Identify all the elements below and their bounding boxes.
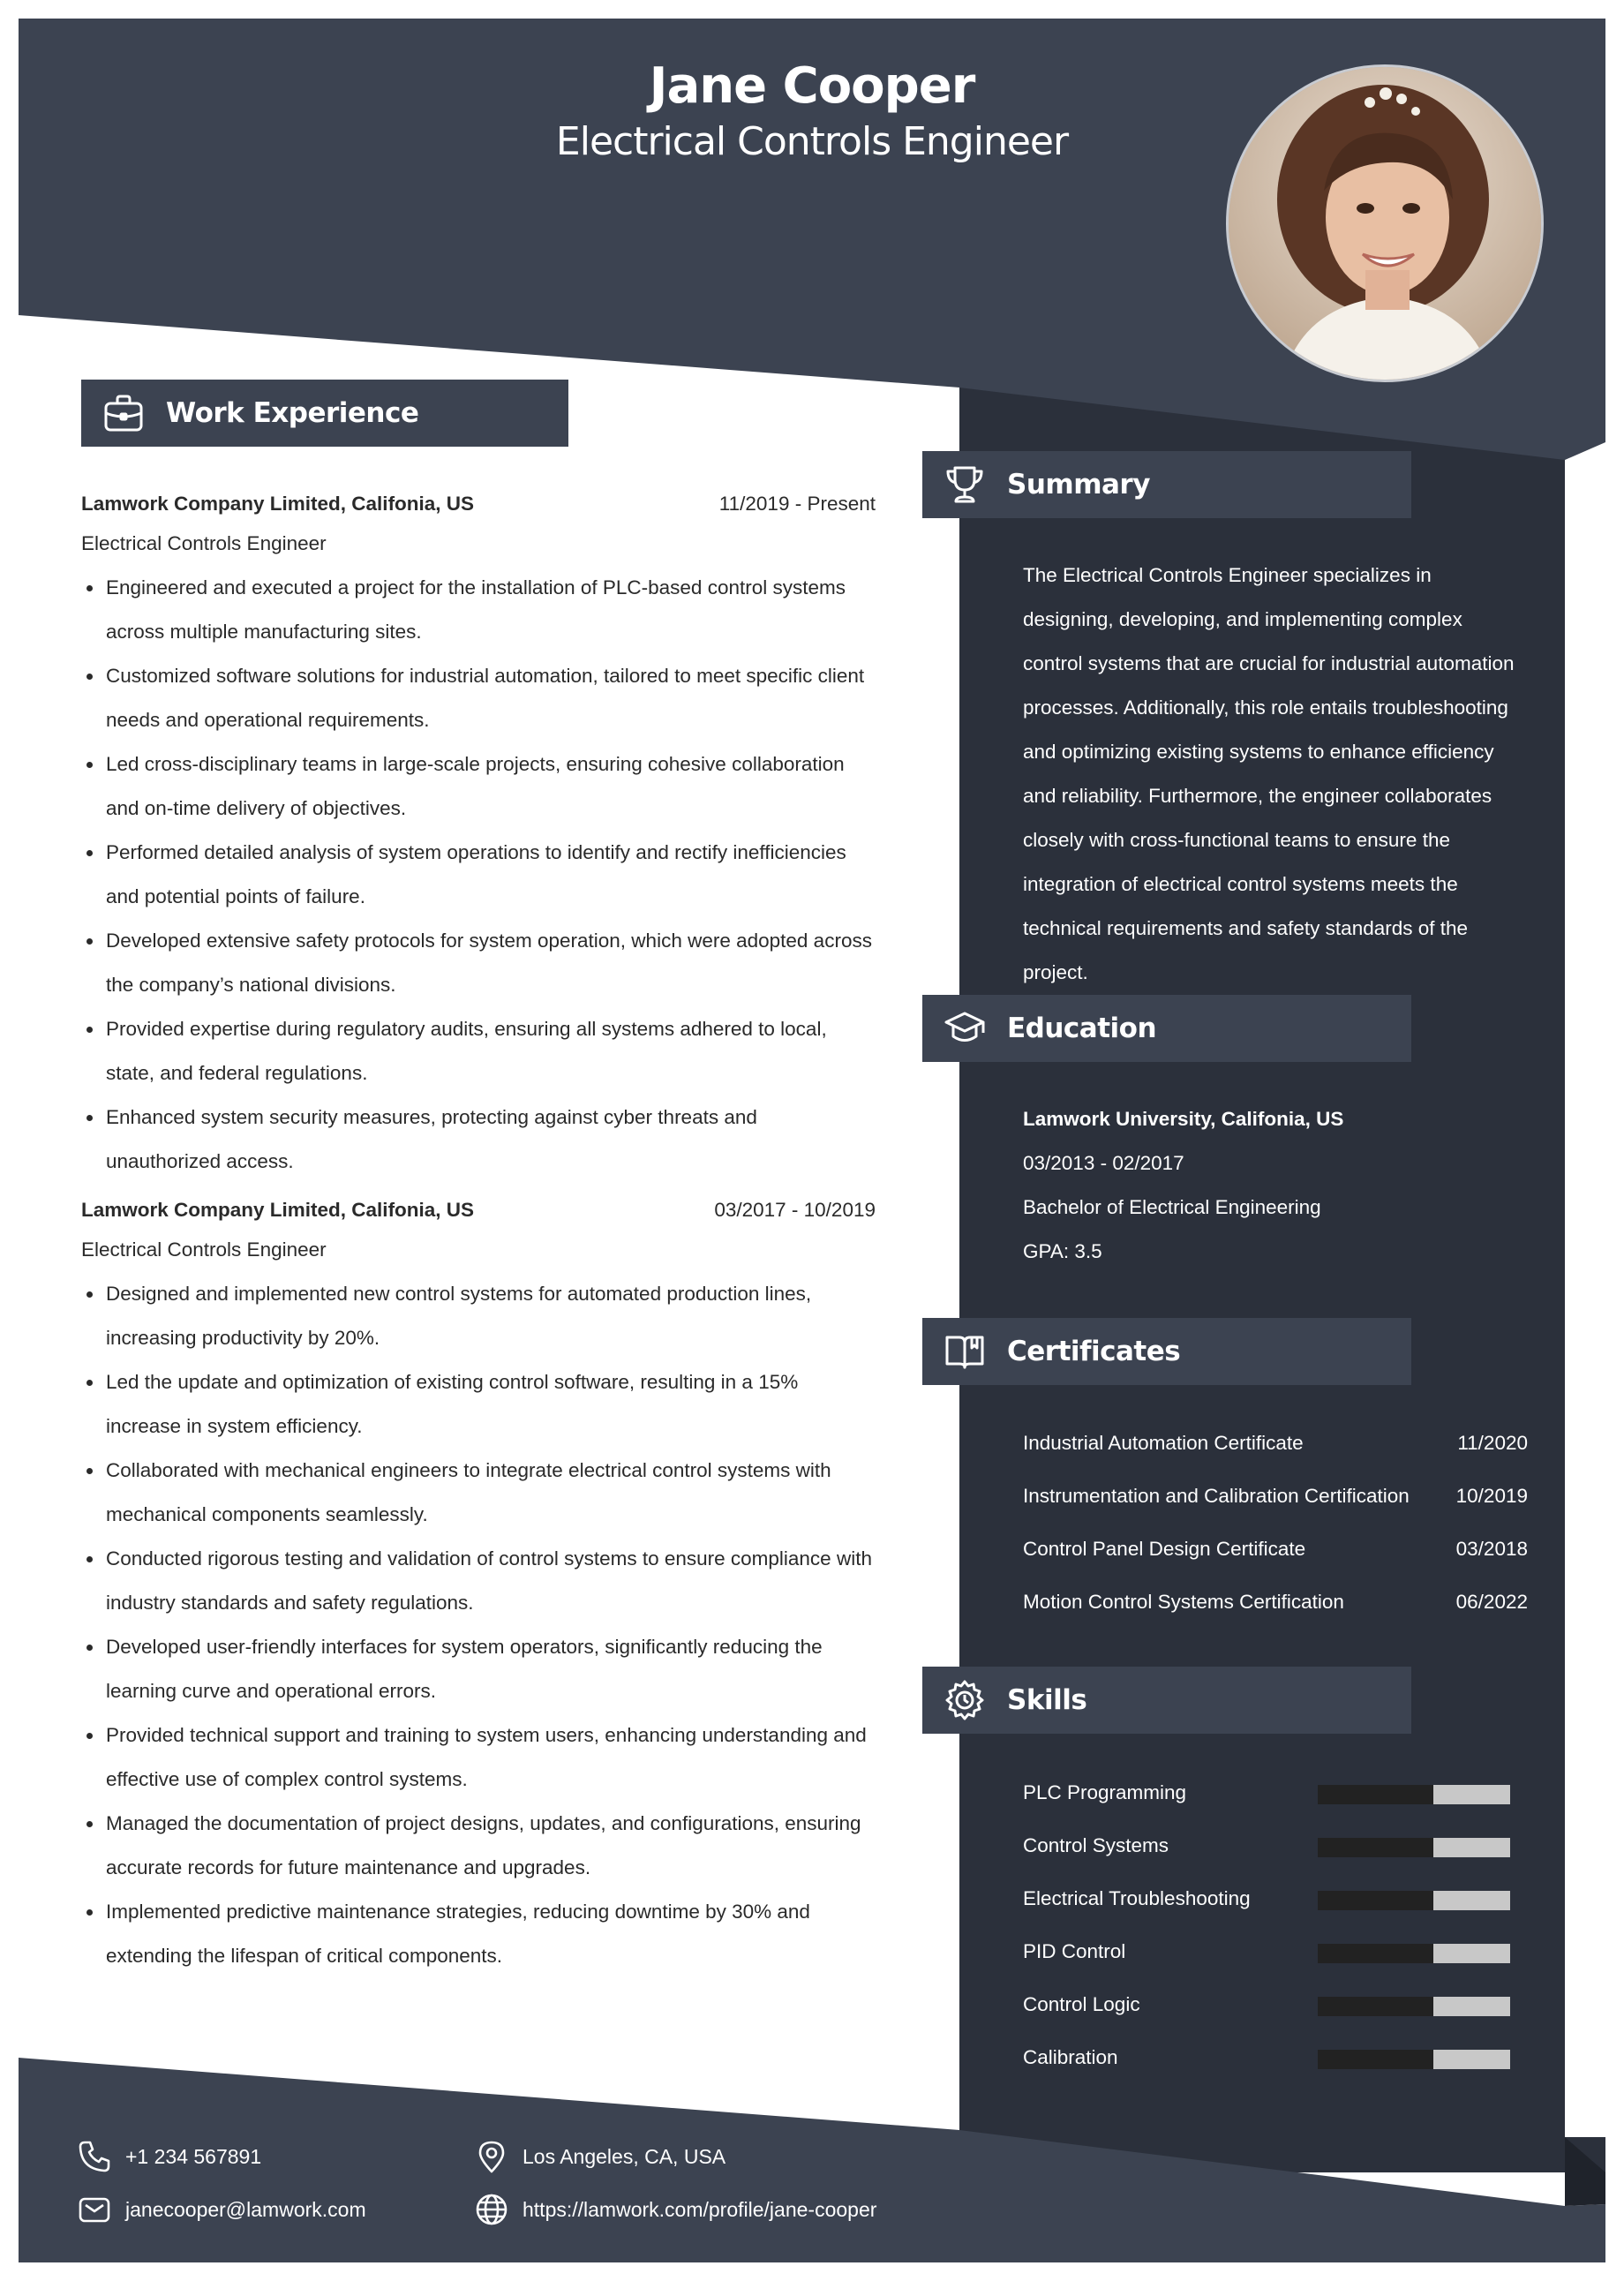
job-bullet: Managed the documentation of project designs, updates, and configurations, ensuring accurate records for future maintenance and upgrades. (81, 1802, 876, 1890)
section-title: Work Experience (166, 397, 419, 429)
section-title: Summary (1007, 469, 1150, 501)
globe-icon (475, 2193, 523, 2226)
graduation-cap-icon (922, 1007, 1007, 1050)
job-bullet: Developed extensive safety protocols for system operation, which were adopted across the company’s national divisions. (81, 919, 876, 1007)
gear-icon (922, 1679, 1007, 1721)
job-entry (81, 1193, 876, 1978)
education-gpa: GPA: 3.5 (1023, 1240, 1102, 1262)
avatar-photo (1229, 67, 1544, 382)
certificate-item (1023, 1576, 1528, 1629)
job-bullet: Provided technical support and training to system users, enhancing understanding and effective use of complex control systems. (81, 1713, 876, 1802)
skill-level-fill (1433, 1838, 1510, 1857)
sidebar-edge-upper (1565, 442, 1605, 2137)
job-bullet: Designed and implemented new control systems for automated production lines, increasing productivity by 20%. (81, 1272, 876, 1360)
skill-item (1023, 1872, 1528, 1925)
skill-item (1023, 1766, 1528, 1819)
job-bullet: Enhanced system security measures, protecting against cyber threats and unauthorized access. (81, 1095, 876, 1184)
summary-text: The Electrical Controls Engineer specializes in designing, developing, and implementing complex control systems that are crucial for industrial automation processes. Additionally, this role entails troubleshooting and optimizing existing systems to enhance efficiency and reliability. Furthermore, the engineer collaborates closely with cross-functional teams to ensure the integration of electrical control systems meets the technical requirements and safety standards of the project. (1023, 564, 1515, 983)
skills-list (1023, 1766, 1528, 2084)
job-bullet: Led the update and optimization of existing control software, resulting in a 15% increase in system efficiency. (81, 1360, 876, 1449)
certificate-date: 03/2018 (1455, 1538, 1528, 1560)
section-title: Certificates (1007, 1336, 1181, 1367)
contact-website (475, 2192, 876, 2227)
job-bullets (81, 1272, 876, 1978)
job-header (81, 486, 876, 522)
certificate-item (1023, 1417, 1528, 1470)
education-dates: 03/2013 - 02/2017 (1023, 1152, 1184, 1174)
trophy-icon (922, 463, 1007, 506)
phone-number[interactable]: +1 234 567891 (125, 2144, 262, 2168)
work-experience-list (81, 486, 876, 1987)
skill-name: Control Systems (1023, 1834, 1169, 1856)
skill-name: Electrical Troubleshooting (1023, 1887, 1251, 1909)
certificate-date: 10/2019 (1455, 1485, 1528, 1507)
contact-location (475, 2139, 726, 2174)
job-role: Electrical Controls Engineer (81, 532, 327, 554)
candidate-name: Jane Cooper (649, 57, 975, 115)
work-experience-header (81, 380, 568, 447)
job-role: Electrical Controls Engineer (81, 1238, 327, 1261)
education-school: Lamwork University, Califonia, US (1023, 1108, 1344, 1130)
skill-bar (1318, 1785, 1510, 1804)
skill-item (1023, 1925, 1528, 1978)
certificate-item (1023, 1470, 1528, 1523)
skill-bar (1318, 1891, 1510, 1910)
skill-item (1023, 1819, 1528, 1872)
certificate-date: 11/2020 (1457, 1432, 1528, 1454)
skill-bar (1318, 1997, 1510, 2016)
skill-bar (1318, 1944, 1510, 1963)
education-header (922, 995, 1411, 1062)
skill-level-fill (1433, 1785, 1510, 1804)
candidate-title: Electrical Controls Engineer (555, 119, 1069, 164)
skill-bar (1318, 2050, 1510, 2069)
job-bullet: Led cross-disciplinary teams in large-scale projects, ensuring cohesive collaboration and on-time delivery of objectives. (81, 742, 876, 831)
job-entry (81, 486, 876, 1184)
job-bullet: Developed user-friendly interfaces for system operators, significantly reducing the learning curve and operational errors. (81, 1625, 876, 1713)
skill-bar (1318, 1838, 1510, 1857)
job-bullet: Conducted rigorous testing and validation of control systems to ensure compliance with industry standards and safety regulations. (81, 1537, 876, 1625)
email-link[interactable]: janecooper@lamwork.com (125, 2197, 366, 2221)
website-link[interactable]: https://lamwork.com/profile/jane-cooper (523, 2197, 877, 2221)
certificate-name: Instrumentation and Calibration Certification (1023, 1485, 1410, 1507)
job-bullet: Performed detailed analysis of system operations to identify and rectify inefficiencies and potential points of failure. (81, 831, 876, 919)
location-text: Los Angeles, CA, USA (523, 2144, 726, 2168)
skill-name: Control Logic (1023, 1993, 1140, 2015)
certificate-date: 06/2022 (1455, 1591, 1528, 1613)
skill-level-fill (1433, 1944, 1510, 1963)
certificate-name: Industrial Automation Certificate (1023, 1432, 1304, 1454)
briefcase-icon (81, 392, 166, 434)
job-bullet: Customized software solutions for industrial automation, tailored to meet specific client needs and operational requirements. (81, 654, 876, 742)
certificate-name: Control Panel Design Certificate (1023, 1538, 1306, 1560)
contact-phone (78, 2139, 261, 2174)
job-bullet: Provided expertise during regulatory audits, ensuring all systems adhered to local, state, and federal regulations. (81, 1007, 876, 1095)
contact-email (78, 2192, 366, 2227)
job-bullets (81, 566, 876, 1184)
skill-name: PLC Programming (1023, 1781, 1187, 1803)
skill-item (1023, 1978, 1528, 2031)
section-title: Skills (1007, 1684, 1087, 1716)
skills-header (922, 1667, 1411, 1734)
certificates-header (922, 1318, 1411, 1385)
education-entry (1023, 1097, 1517, 1274)
skill-name: PID Control (1023, 1940, 1126, 1962)
job-dates: 11/2019 - Present (718, 493, 876, 515)
summary-header (922, 451, 1411, 518)
skill-level-fill (1433, 1891, 1510, 1910)
location-pin-icon (475, 2140, 523, 2173)
job-company: Lamwork Company Limited, Califonia, US (81, 1199, 475, 1221)
mail-icon (78, 2193, 125, 2226)
job-header (81, 1193, 876, 1228)
section-title: Education (1007, 1013, 1157, 1044)
certificate-name: Motion Control Systems Certification (1023, 1591, 1344, 1613)
resume-page (19, 19, 1605, 2262)
skill-name: Calibration (1023, 2046, 1118, 2068)
certificates-list (1023, 1417, 1528, 1629)
job-bullet: Implemented predictive maintenance strategies, reducing downtime by 30% and extending the lifespan of critical components. (81, 1890, 876, 1978)
job-company: Lamwork Company Limited, Califonia, US (81, 493, 475, 515)
book-icon (922, 1330, 1007, 1373)
phone-icon (78, 2140, 125, 2173)
job-bullet: Engineered and executed a project for the installation of PLC-based control systems across multiple manufacturing sites. (81, 566, 876, 654)
skill-item (1023, 2031, 1528, 2084)
skill-level-fill (1433, 1997, 1510, 2016)
education-degree: Bachelor of Electrical Engineering (1023, 1196, 1321, 1218)
avatar (1226, 64, 1544, 382)
skill-level-fill (1433, 2050, 1510, 2069)
certificate-item (1023, 1523, 1528, 1576)
job-bullet: Collaborated with mechanical engineers to integrate electrical control systems with mechanical components seamlessly. (81, 1449, 876, 1537)
job-dates: 03/2017 - 10/2019 (714, 1199, 876, 1221)
